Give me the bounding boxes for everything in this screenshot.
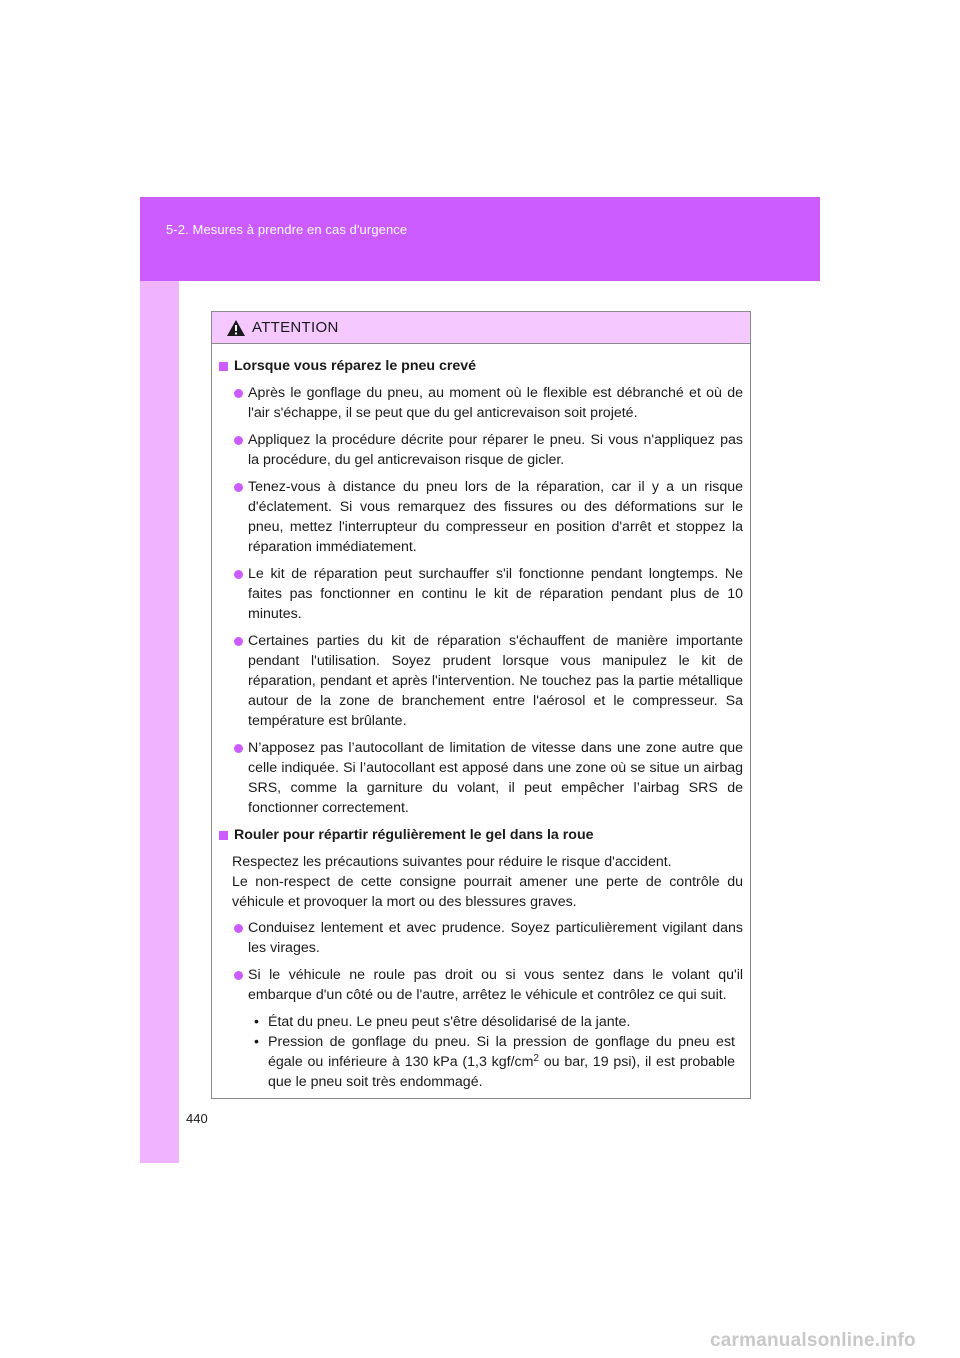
circle-bullet-icon	[234, 483, 243, 492]
warning-header	[212, 312, 750, 344]
circle-bullet-icon	[234, 924, 243, 933]
sub-list-item	[219, 1032, 743, 1092]
sub-list-item-text	[268, 1032, 743, 1092]
square-bullet-icon	[219, 831, 228, 840]
paragraph-line: Le non-respect de cette consigne pourrait amener une perte de contrôle du véhicule et provoquer la mort ou des blessures graves.	[232, 874, 743, 910]
list-item-text: Si le véhicule ne roule pas droit ou si vous sentez dans le volant qu'il embarque d'un côté ou de l'autre, arrêtez le véhicule et contrôlez ce qui suit.	[248, 967, 743, 1003]
circle-bullet-icon	[234, 389, 243, 398]
section-heading	[219, 356, 743, 376]
circle-bullet-icon	[234, 971, 243, 980]
warning-box	[211, 311, 751, 1099]
list-item-text: Le kit de réparation peut surchauffer s'il fonctionne pendant longtemps. Ne faites pas fonctionner en continu le kit de réparation pendant plus de 10 minutes.	[248, 566, 743, 622]
list-item-text: Conduisez lentement et avec prudence. Soyez particulièrement vigilant dans les virages.	[248, 920, 743, 956]
section-heading-text: Lorsque vous réparez le pneu crevé	[234, 358, 477, 374]
list-item	[219, 430, 743, 470]
list-item	[219, 564, 743, 624]
paragraph-line: Respectez les précautions suivantes pour réduire le risque d'accident.	[232, 854, 672, 870]
pressure-text-after: ou bar, 19 psi), il est probable que le pneu soit très endommagé.	[268, 1054, 735, 1090]
warning-body	[212, 344, 750, 1092]
list-item	[219, 918, 743, 958]
footer-watermark-logo: carmanualsonline.info	[710, 1330, 916, 1351]
list-item	[219, 965, 743, 1005]
warning-title: ATTENTION	[252, 319, 339, 336]
header-band	[140, 197, 820, 281]
section-title: 5-2. Mesures à prendre en cas d'urgence	[166, 222, 408, 237]
sub-bullet: •	[254, 1014, 259, 1030]
list-item	[219, 383, 743, 423]
superscript: 2	[533, 1053, 539, 1064]
side-strip	[140, 281, 179, 1163]
list-item-text: Certaines parties du kit de réparation s'échauffent de manière importante pendant l'utilisation. Soyez prudent lorsque vous manipulez le kit de réparation, pendant et après l'intervention. Ne touchez pas la partie métallique autour de la zone de branchement entre l'aérosol et le compresseur. Sa température est brûlante.	[248, 633, 743, 729]
circle-bullet-icon	[234, 436, 243, 445]
list-item-text: Après le gonflage du pneu, au moment où le flexible est débranché et où de l'air s'échappe, il se peut que du gel anticrevaison soit projeté.	[248, 385, 743, 421]
square-bullet-icon	[219, 362, 228, 371]
pressure-text-before: Pression de gonflage du pneu. Si la pression de gonflage du pneu est égale ou inférieure à 130 kPa (1,3 kgf/cm	[268, 1034, 735, 1070]
circle-bullet-icon	[234, 637, 243, 646]
page-number: 440	[186, 1111, 208, 1126]
warning-triangle-icon	[226, 319, 246, 337]
list-item	[219, 631, 743, 731]
circle-bullet-icon	[234, 570, 243, 579]
sub-bullet: •	[254, 1034, 259, 1050]
paragraph	[219, 852, 743, 912]
sub-list-item	[219, 1012, 743, 1032]
list-item-text: Appliquez la procédure décrite pour réparer le pneu. Si vous n'appliquez pas la procédure, du gel anticrevaison risque de gicler.	[248, 432, 743, 468]
list-item	[219, 738, 743, 818]
list-item-text: N’apposez pas l’autocollant de limitation de vitesse dans une zone autre que celle indiquée. Si l’autocollant est apposé dans une zone où se situe un airbag SRS, comme la garniture du volant, il peut empêcher l’airbag SRS de fonctionner correctement.	[248, 740, 743, 816]
circle-bullet-icon	[234, 744, 243, 753]
section-heading-text: Rouler pour répartir régulièrement le gel dans la roue	[234, 827, 594, 843]
section-heading	[219, 825, 743, 845]
sub-list-item-text: État du pneu. Le pneu peut s'être désolidarisé de la jante.	[268, 1014, 631, 1030]
list-item	[219, 477, 743, 557]
list-item-text: Tenez-vous à distance du pneu lors de la réparation, car il y a un risque d'éclatement. Si vous remarquez des fissures ou des déformations sur le pneu, mettez l'interrupteur du compresseur en position d'arrêt et stoppez la réparation immédiatement.	[248, 479, 743, 555]
